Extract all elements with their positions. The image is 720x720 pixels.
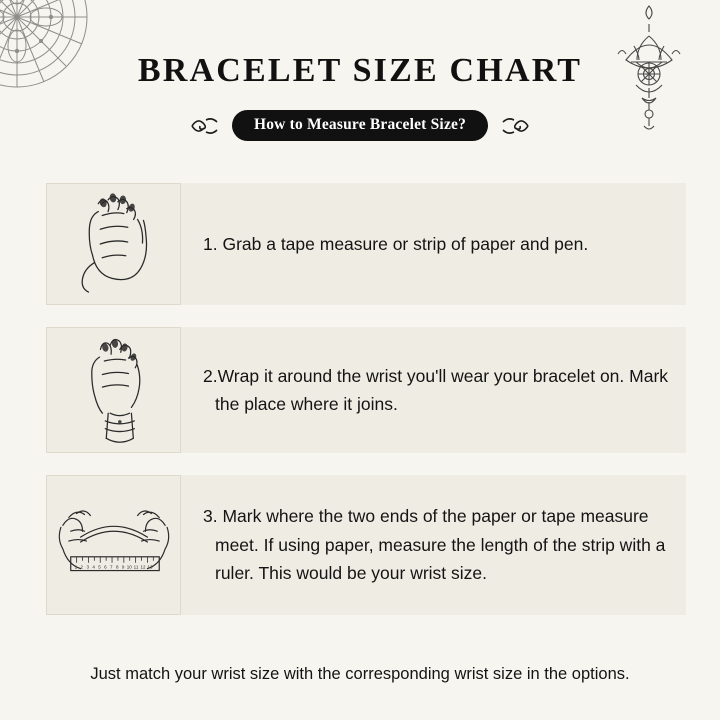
step-text-panel [181,327,686,453]
list-item [0,475,720,615]
svg-text:6: 6 [103,564,107,570]
footnote: Just match your wrist size with the corresponding wrist size in the options. [90,665,630,683]
step-text: 1. Grab a tape measure or strip of paper and pen. [203,233,589,254]
step-text-panel [181,183,686,305]
svg-text:4: 4 [91,564,95,570]
step-text-panel [181,475,686,615]
svg-text:11: 11 [133,564,138,570]
subtitle-row [0,110,720,141]
page-title: BRACELET SIZE CHART [137,52,583,89]
svg-text:8: 8 [115,564,118,570]
flourish-left-icon [190,115,220,137]
svg-text:2: 2 [80,564,83,570]
subtitle-pill: How to Measure Bracelet Size? [232,110,488,141]
svg-text:7: 7 [109,564,113,570]
svg-text:9: 9 [121,564,124,570]
svg-text:10: 10 [126,564,132,570]
flourish-right-icon [500,115,530,137]
svg-text:5: 5 [97,564,101,570]
svg-text:12: 12 [140,564,146,570]
svg-text:1: 1 [74,564,77,570]
hands-ruler-measuring-illustration [46,475,181,615]
hand-wrist-tape-illustration [46,327,181,453]
svg-text:3: 3 [85,564,89,570]
steps-list [0,183,720,637]
step-text: 2.Wrap it around the wrist you'll wear your bracelet on. Mark the place where it joins. [203,365,669,414]
list-item [0,183,720,305]
step-text: 3. Mark where the two ends of the paper or tape measure meet. If using paper, measure the length of the strip with a ruler. This would be your wrist size. [203,506,666,584]
svg-text:13: 13 [146,564,152,570]
hand-fist-illustration [46,183,181,305]
list-item [0,327,720,453]
